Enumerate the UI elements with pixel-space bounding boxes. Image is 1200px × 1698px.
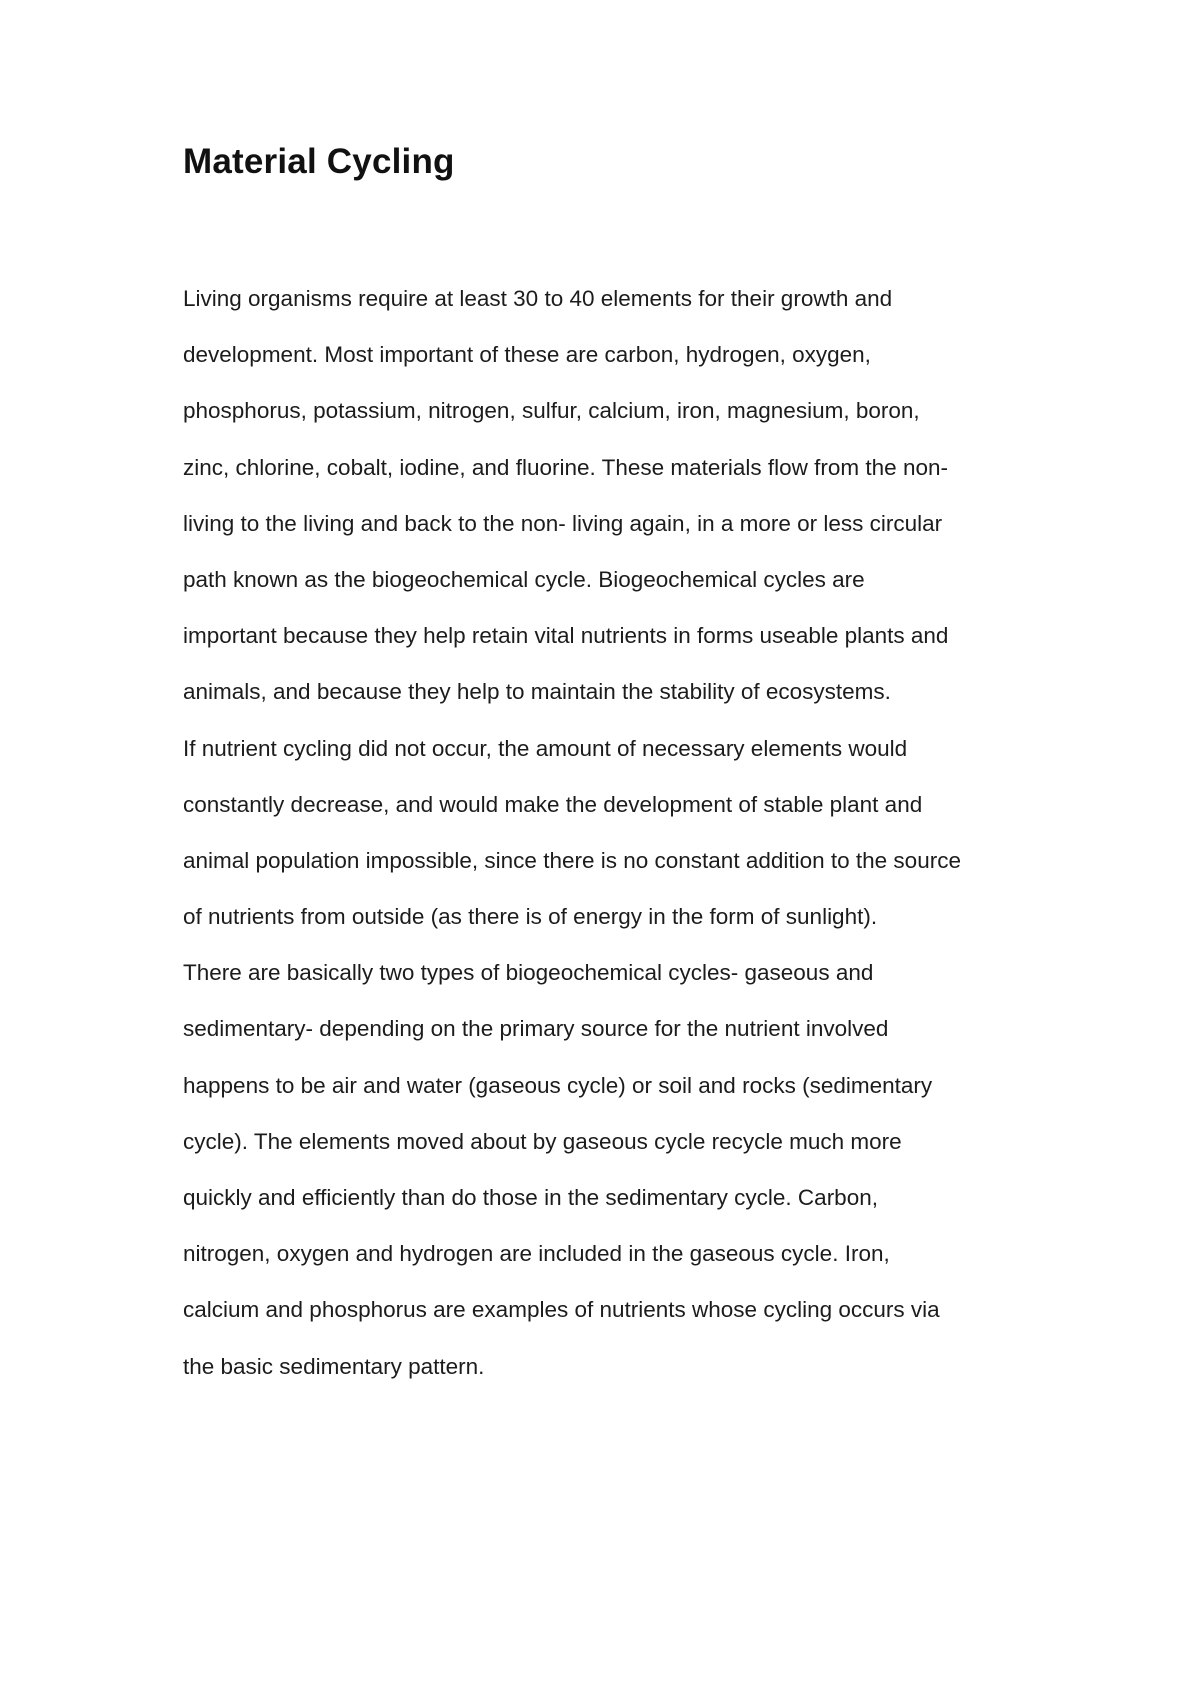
text-line: animal population impossible, since there is no constant addition to the source <box>183 847 961 873</box>
text-line: path known as the biogeochemical cycle. Biogeochemical cycles are <box>183 566 865 592</box>
text-line: of nutrients from outside (as there is of energy in the form of sunlight). <box>183 904 878 930</box>
text-line: happens to be air and water (gaseous cycle) or soil and rocks (sedimentary <box>183 1072 933 1098</box>
text-line: development. Most important of these are carbon, hydrogen, oxygen, <box>183 342 871 368</box>
text-line: zinc, chlorine, cobalt, iodine, and fluorine. These materials flow from the non- <box>183 454 948 480</box>
text-line: There are basically two types of biogeochemical cycles- gaseous and <box>183 960 874 986</box>
text-line: Living organisms require at least 30 to 40 elements for their growth and <box>183 286 893 311</box>
text-line: sedimentary- depending on the primary source for the nutrient involved <box>183 1016 889 1042</box>
text-line: important because they help retain vital nutrients in forms useable plants and <box>183 623 949 649</box>
text-line: living to the living and back to the non- living again, in a more or less circular <box>183 510 943 536</box>
text-line: nitrogen, oxygen and hydrogen are included in the gaseous cycle. Iron, <box>183 1241 890 1267</box>
document-body <box>183 281 1043 1405</box>
page-title: Material Cycling <box>183 142 455 181</box>
text-line: quickly and efficiently than do those in the sedimentary cycle. Carbon, <box>183 1185 878 1210</box>
text-line: animals, and because they help to maintain the stability of ecosystems. <box>183 679 891 705</box>
text-line: constantly decrease, and would make the development of stable plant and <box>183 791 923 817</box>
text-line: calcium and phosphorus are examples of nutrients whose cycling occurs via <box>183 1297 940 1323</box>
text-line: phosphorus, potassium, nitrogen, sulfur, calcium, iron, magnesium, boron, <box>183 398 920 424</box>
text-line: cycle). The elements moved about by gaseous cycle recycle much more <box>183 1128 902 1154</box>
text-line: the basic sedimentary pattern. <box>183 1353 485 1379</box>
text-line: If nutrient cycling did not occur, the amount of necessary elements would <box>183 735 908 761</box>
